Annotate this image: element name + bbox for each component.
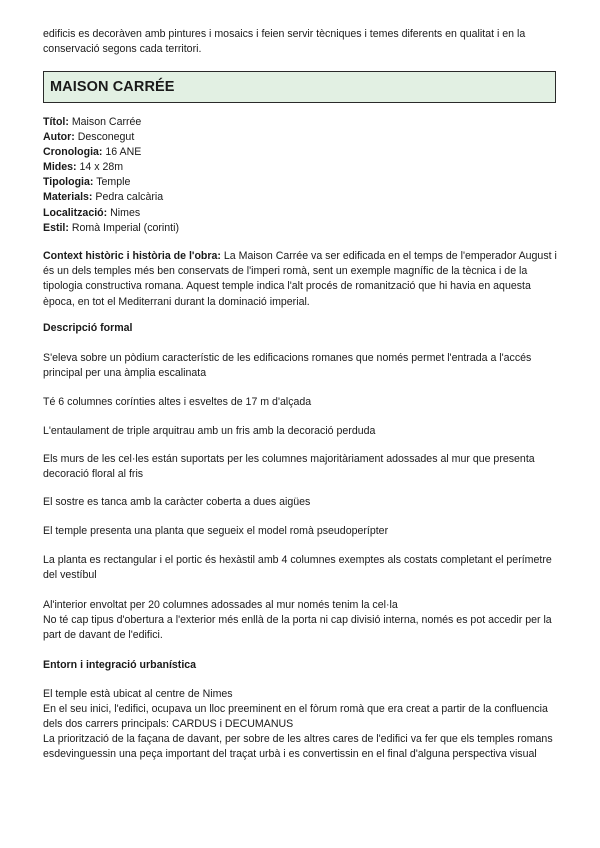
descripcio-heading: Descripció formal <box>43 322 133 334</box>
meta-row <box>43 145 179 160</box>
meta-value: Nimes <box>110 206 141 219</box>
context-label: Context històric i història de l'obra: <box>43 250 221 262</box>
meta-label: Autor: <box>43 131 75 144</box>
meta-value: Temple <box>96 176 131 189</box>
descripcio-paragraph: L'entaulament de triple arquitrau amb un fris amb la decoració perduda <box>43 425 376 437</box>
meta-row <box>43 115 179 130</box>
meta-value: Pedra calcària <box>95 191 164 204</box>
descripcio-paragraph: Té 6 columnes corínties altes i esveltes de 17 m d'alçada <box>43 396 312 408</box>
descripcio-paragraph: Al'interior envoltat per 20 columnes adossades al mur només tenim la cel·la <box>43 599 398 611</box>
meta-value: 14 x 28m <box>79 161 124 174</box>
entorn-heading: Entorn i integració urbanística <box>43 659 197 671</box>
section-title-box <box>43 71 556 103</box>
meta-value: Maison Carrée <box>71 116 142 128</box>
entorn-line: La priorització de la façana de davant, per sobre de les altres cares de l'edifici va fer que els temples romans esdevinguessin una peça important del traçat urbà i es convertissin en el final d'alguna perspectiva visual <box>43 733 553 761</box>
meta-row <box>43 206 179 221</box>
context-text: La Maison Carrée va ser edificada en el temps de l'emperador August i és un dels temples més ben conservats de l'imperi romà, sent un exemple magnífic de la tècnica i de la tipologia constructiva romana. Aquest temple indica l'alt procés de romanització que hi havia en aquesta època, en tot el Mediterrani durant la dominació imperial. <box>43 250 557 308</box>
descripcio-paragraph: No té cap tipus d'obertura a l'exterior més enllà de la porta ni cap divisió interna, només es pot accedir per la part de davant de l'edifici. <box>43 614 552 642</box>
meta-row <box>43 190 179 205</box>
meta-row <box>43 175 179 190</box>
page-title: MAISON CARRÉE <box>50 79 175 95</box>
meta-value: Desconegut <box>77 131 135 144</box>
meta-label: Mides: <box>43 161 77 174</box>
meta-label: Materials: <box>43 191 93 204</box>
entorn-line: En el seu inici, l'edifici, ocupava un lloc preeminent en el fòrum romà que era creat a partir de la confluencia dels dos carrers principals: CARDUS i DECUMANUS <box>43 703 548 731</box>
meta-value: 16 ANE <box>105 146 142 159</box>
meta-row <box>43 130 179 145</box>
meta-value: Romà Imperial (corinti) <box>71 221 179 234</box>
meta-label: Cronologia: <box>43 146 103 159</box>
context-paragraph <box>43 249 558 310</box>
descripcio-paragraph: Els murs de les cel·les están suportats per les columnes majoritàriament adossades al mur que presenta decoració floral al fris <box>43 453 535 481</box>
meta-label: Títol: <box>43 116 69 128</box>
intro-paragraph: edificis es decoràven amb pintures i mosaics i feien servir tècniques i temes diferents en qualitat i en la conservació segons cada territori. <box>43 28 526 56</box>
artwork-metadata <box>43 115 179 236</box>
descripcio-paragraph: El temple presenta una planta que segueix el model romà pseudoperípter <box>43 525 389 537</box>
descripcio-paragraph: El sostre es tanca amb la caràcter coberta a dues aigües <box>43 496 311 508</box>
descripcio-paragraph: S'eleva sobre un pòdium característic de les edificacions romanes que només permet l'entrada a l'accés principal per una àmplia escalinata <box>43 352 532 380</box>
meta-label: Localització: <box>43 206 108 219</box>
meta-label: Estil: <box>43 221 69 234</box>
descripcio-paragraph: La planta es rectangular i el portic és hexàstil amb 4 columnes exemptes als costats completant el perímetre del vestíbul <box>43 554 552 582</box>
meta-row <box>43 160 179 175</box>
entorn-line: El temple està ubicat al centre de Nimes <box>43 688 233 700</box>
meta-row <box>43 221 179 236</box>
meta-label: Tipologia: <box>43 176 94 189</box>
